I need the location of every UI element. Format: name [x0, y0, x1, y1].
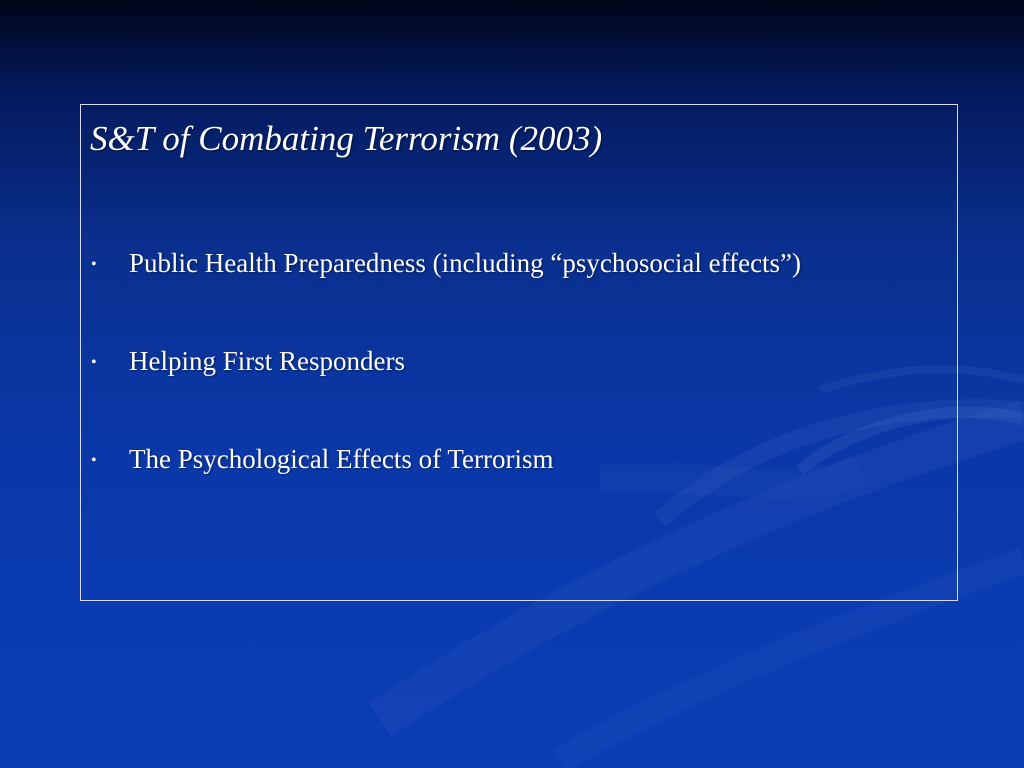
bullet-text: Helping First Responders	[129, 346, 405, 376]
bullet-text: Public Health Preparedness (including “psychosocial effects”)	[129, 248, 802, 278]
slide-title: S&T of Combating Terrorism (2003)	[90, 119, 603, 158]
bullet-icon: •	[91, 452, 97, 469]
bullet-icon: •	[91, 354, 97, 371]
bullet-icon: •	[91, 256, 97, 273]
content-frame	[80, 104, 958, 601]
bullet-text: The Psychological Effects of Terrorism	[129, 444, 554, 474]
